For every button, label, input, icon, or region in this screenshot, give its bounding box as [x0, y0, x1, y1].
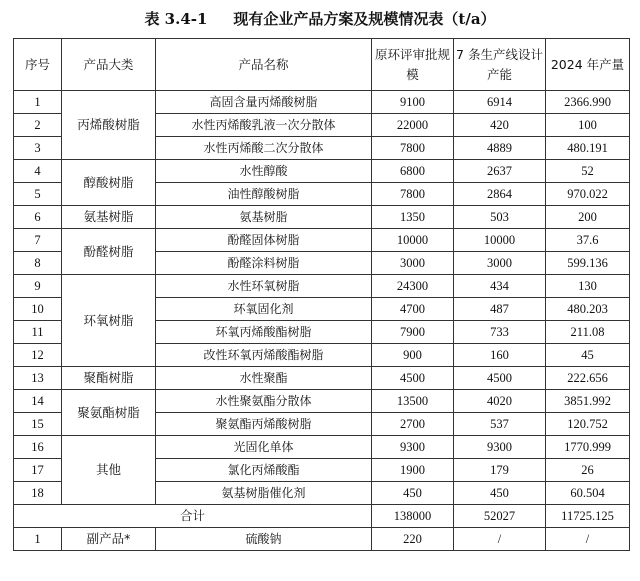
row-number: 8 [14, 252, 62, 275]
total-approved: 138000 [372, 505, 454, 528]
category-cell: 丙烯酸树脂 [62, 91, 156, 160]
product-name: 聚氨酯丙烯酸树脂 [156, 413, 372, 436]
design-capacity: 3000 [454, 252, 546, 275]
approved-scale: 10000 [372, 229, 454, 252]
design-capacity: 537 [454, 413, 546, 436]
approved-scale: 2700 [372, 413, 454, 436]
header-cell: 原环评审批规模 [372, 39, 454, 91]
row-number: 12 [14, 344, 62, 367]
product-name: 酚醛涂料树脂 [156, 252, 372, 275]
approved-scale: 1350 [372, 206, 454, 229]
design-capacity: 160 [454, 344, 546, 367]
table-row [14, 91, 630, 114]
output-2024: 26 [546, 459, 630, 482]
output-2024: 222.656 [546, 367, 630, 390]
approved-scale: 9100 [372, 91, 454, 114]
product-name: 氨基树脂催化剂 [156, 482, 372, 505]
approved-scale: 22000 [372, 114, 454, 137]
product-name: 环氧丙烯酸酯树脂 [156, 321, 372, 344]
design-capacity: 6914 [454, 91, 546, 114]
row-number: 14 [14, 390, 62, 413]
row-number: 3 [14, 137, 62, 160]
caption-title: 现有企业产品方案及规模情况表（t/a） [233, 10, 496, 28]
design-capacity: 2864 [454, 183, 546, 206]
header-cell: 序号 [14, 39, 62, 91]
total-capacity: 52027 [454, 505, 546, 528]
design-capacity: 434 [454, 275, 546, 298]
table-row [14, 206, 630, 229]
header-cell: 2024 年产量 [546, 39, 630, 91]
output-2024: 45 [546, 344, 630, 367]
approved-scale: 220 [372, 528, 454, 551]
product-table [13, 38, 630, 551]
row-number: 2 [14, 114, 62, 137]
table-row [14, 229, 630, 252]
output-2024: 52 [546, 160, 630, 183]
product-name: 水性环氧树脂 [156, 275, 372, 298]
product-name: 改性环氧丙烯酸酯树脂 [156, 344, 372, 367]
row-number: 13 [14, 367, 62, 390]
product-name: 酚醛固体树脂 [156, 229, 372, 252]
category-cell: 副产品* [62, 528, 156, 551]
header-cell: 产品大类 [62, 39, 156, 91]
output-2024: 2366.990 [546, 91, 630, 114]
design-capacity: 4500 [454, 367, 546, 390]
output-2024: 970.022 [546, 183, 630, 206]
row-number: 11 [14, 321, 62, 344]
approved-scale: 24300 [372, 275, 454, 298]
approved-scale: 7800 [372, 183, 454, 206]
byproduct-row [14, 528, 630, 551]
row-number: 6 [14, 206, 62, 229]
header-cell: 7 条生产线设计产能 [454, 39, 546, 91]
product-name: 水性丙烯酸二次分散体 [156, 137, 372, 160]
row-number: 10 [14, 298, 62, 321]
row-number: 4 [14, 160, 62, 183]
row-number: 16 [14, 436, 62, 459]
output-2024: 100 [546, 114, 630, 137]
design-capacity: 4020 [454, 390, 546, 413]
approved-scale: 4700 [372, 298, 454, 321]
output-2024: / [546, 528, 630, 551]
output-2024: 211.08 [546, 321, 630, 344]
row-number: 18 [14, 482, 62, 505]
approved-scale: 7900 [372, 321, 454, 344]
caption-number: 表 3.4-1 [144, 10, 208, 28]
category-cell: 氨基树脂 [62, 206, 156, 229]
output-2024: 599.136 [546, 252, 630, 275]
total-label: 合计 [14, 505, 372, 528]
category-cell: 环氧树脂 [62, 275, 156, 367]
table-row [14, 367, 630, 390]
design-capacity: 487 [454, 298, 546, 321]
product-name: 水性聚氨酯分散体 [156, 390, 372, 413]
product-name: 硫酸钠 [156, 528, 372, 551]
output-2024: 120.752 [546, 413, 630, 436]
design-capacity: 2637 [454, 160, 546, 183]
table-body [14, 91, 630, 551]
approved-scale: 6800 [372, 160, 454, 183]
output-2024: 480.203 [546, 298, 630, 321]
product-name: 油性醇酸树脂 [156, 183, 372, 206]
approved-scale: 450 [372, 482, 454, 505]
table-row [14, 160, 630, 183]
row-number: 17 [14, 459, 62, 482]
total-output: 11725.125 [546, 505, 630, 528]
approved-scale: 7800 [372, 137, 454, 160]
category-cell: 醇酸树脂 [62, 160, 156, 206]
product-name: 环氧固化剂 [156, 298, 372, 321]
design-capacity: 9300 [454, 436, 546, 459]
approved-scale: 900 [372, 344, 454, 367]
product-name: 水性丙烯酸乳液一次分散体 [156, 114, 372, 137]
design-capacity: 4889 [454, 137, 546, 160]
row-number: 1 [14, 91, 62, 114]
product-name: 氯化丙烯酸酯 [156, 459, 372, 482]
design-capacity: 10000 [454, 229, 546, 252]
product-name: 氨基树脂 [156, 206, 372, 229]
approved-scale: 9300 [372, 436, 454, 459]
total-row [14, 505, 630, 528]
table-row [14, 436, 630, 459]
row-number: 7 [14, 229, 62, 252]
output-2024: 3851.992 [546, 390, 630, 413]
product-name: 水性醇酸 [156, 160, 372, 183]
category-cell: 聚氨酯树脂 [62, 390, 156, 436]
row-number: 15 [14, 413, 62, 436]
approved-scale: 13500 [372, 390, 454, 413]
output-2024: 60.504 [546, 482, 630, 505]
design-capacity: 503 [454, 206, 546, 229]
product-name: 光固化单体 [156, 436, 372, 459]
approved-scale: 3000 [372, 252, 454, 275]
row-number: 9 [14, 275, 62, 298]
category-cell: 其他 [62, 436, 156, 505]
design-capacity: 733 [454, 321, 546, 344]
table-caption [0, 8, 640, 29]
approved-scale: 1900 [372, 459, 454, 482]
output-2024: 130 [546, 275, 630, 298]
row-number: 5 [14, 183, 62, 206]
category-cell: 酚醛树脂 [62, 229, 156, 275]
design-capacity: 450 [454, 482, 546, 505]
output-2024: 37.6 [546, 229, 630, 252]
output-2024: 1770.999 [546, 436, 630, 459]
product-name: 水性聚酯 [156, 367, 372, 390]
table-row [14, 390, 630, 413]
category-cell: 聚酯树脂 [62, 367, 156, 390]
output-2024: 480.191 [546, 137, 630, 160]
design-capacity: / [454, 528, 546, 551]
header-row [14, 39, 630, 91]
header-cell: 产品名称 [156, 39, 372, 91]
row-number: 1 [14, 528, 62, 551]
design-capacity: 179 [454, 459, 546, 482]
product-name: 高固含量丙烯酸树脂 [156, 91, 372, 114]
design-capacity: 420 [454, 114, 546, 137]
output-2024: 200 [546, 206, 630, 229]
table-row [14, 275, 630, 298]
approved-scale: 4500 [372, 367, 454, 390]
